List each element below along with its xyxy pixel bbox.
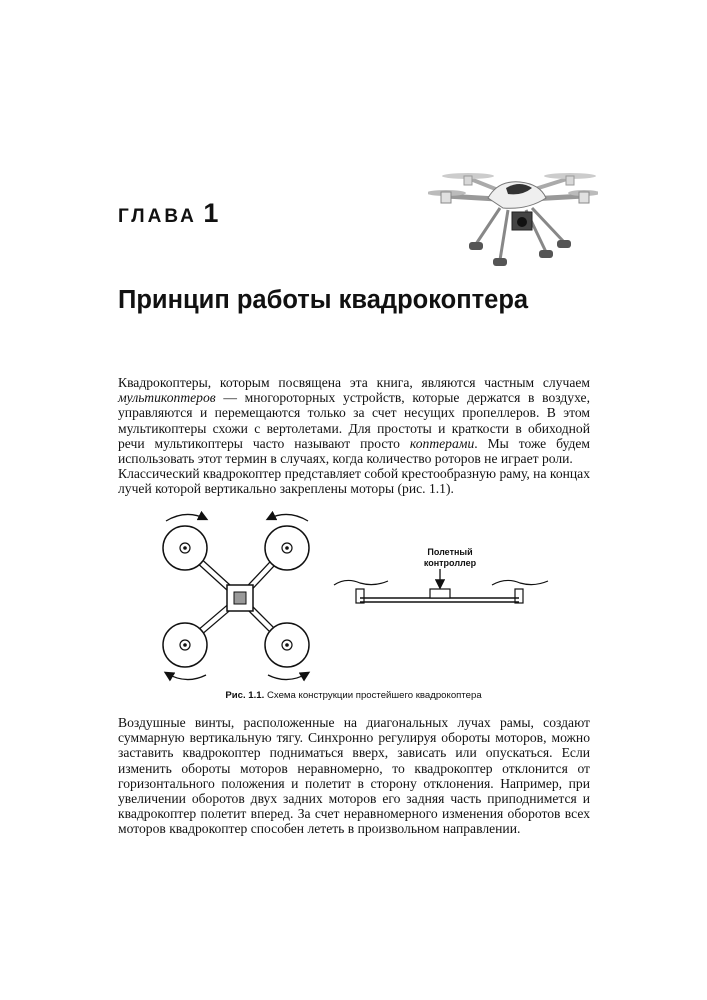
rotor-top-right [265, 526, 309, 570]
paragraph-propellers [118, 715, 590, 837]
figure-caption-text: Схема конструкции простейшего квадрокоптера [266, 690, 482, 701]
frame-top-view [163, 514, 309, 679]
figure-quadcopter-scheme [148, 505, 568, 683]
text-run: — многороторных устройств, которые держатся в воздухе, управляются и перемещаются только за счет несущих пропеллеров. В этом мультикоптеры схожи с вертолетами. Для простоты и краткости в обиходной речи мультикоптеры часто называют просто [118, 390, 590, 451]
rotor-bottom-left [163, 623, 207, 667]
chapter-number: 1 [203, 198, 219, 228]
controller-label-line1: Полетный [427, 547, 473, 557]
rotor-bottom-right [265, 623, 309, 667]
controller-label-line2: контроллер [423, 558, 477, 568]
rotation-arrow-bottom-left [166, 673, 206, 680]
text-run: Квадрокоптеры, которым посвящена эта книга, являются частным случаем [118, 375, 590, 390]
rotor-top-left [163, 526, 207, 570]
chapter-word: ГЛАВА [118, 206, 197, 227]
italic-term: коптерами [409, 435, 475, 451]
text-run: Классический квадрокоптер представляет собой крестообразную раму, на концах лучей которой вертикально закреплены моторы (рис. 1.1). [118, 466, 590, 497]
text-run: . Мы тоже будем использовать этот термин в случаях, когда количество роторов не играет роли. [118, 435, 591, 467]
text-run: Воздушные винты, расположенные на диагональных лучах рамы, создают суммарную вертикальную тягу. Синхронно регулируя обороты моторов, можно заставить квадрокоптер подниматься вверх, зависать или опускаться. Если изменить обороты моторов неравномерно, то квадрокоптер отклонится от горизонтального положения и полетит в сторону отклонения. Например, при увеличении оборотов двух задних моторов его задняя часть приподнимется и квадрокоптер полетит вперед. За счет неравномерного изменения оборотов всех моторов квадрокоптер способен лететь в произвольном направлении. [118, 715, 590, 837]
paragraph-intro [118, 375, 590, 466]
rotation-arrow-bottom-right [268, 673, 308, 680]
rotation-arrow-top-right [268, 514, 308, 521]
frame-side-view [334, 547, 548, 603]
paragraph-classic-frame [118, 466, 590, 496]
chapter-label [118, 198, 218, 229]
figure-caption [0, 690, 707, 701]
figure-caption-number: Рис. 1.1. [225, 690, 265, 701]
rotation-arrow-top-left [166, 514, 206, 521]
chapter-title: Принцип работы квадрокоптера [118, 286, 529, 314]
quadcopter-photo [428, 148, 598, 273]
italic-term: мультикоптеров [118, 390, 216, 406]
